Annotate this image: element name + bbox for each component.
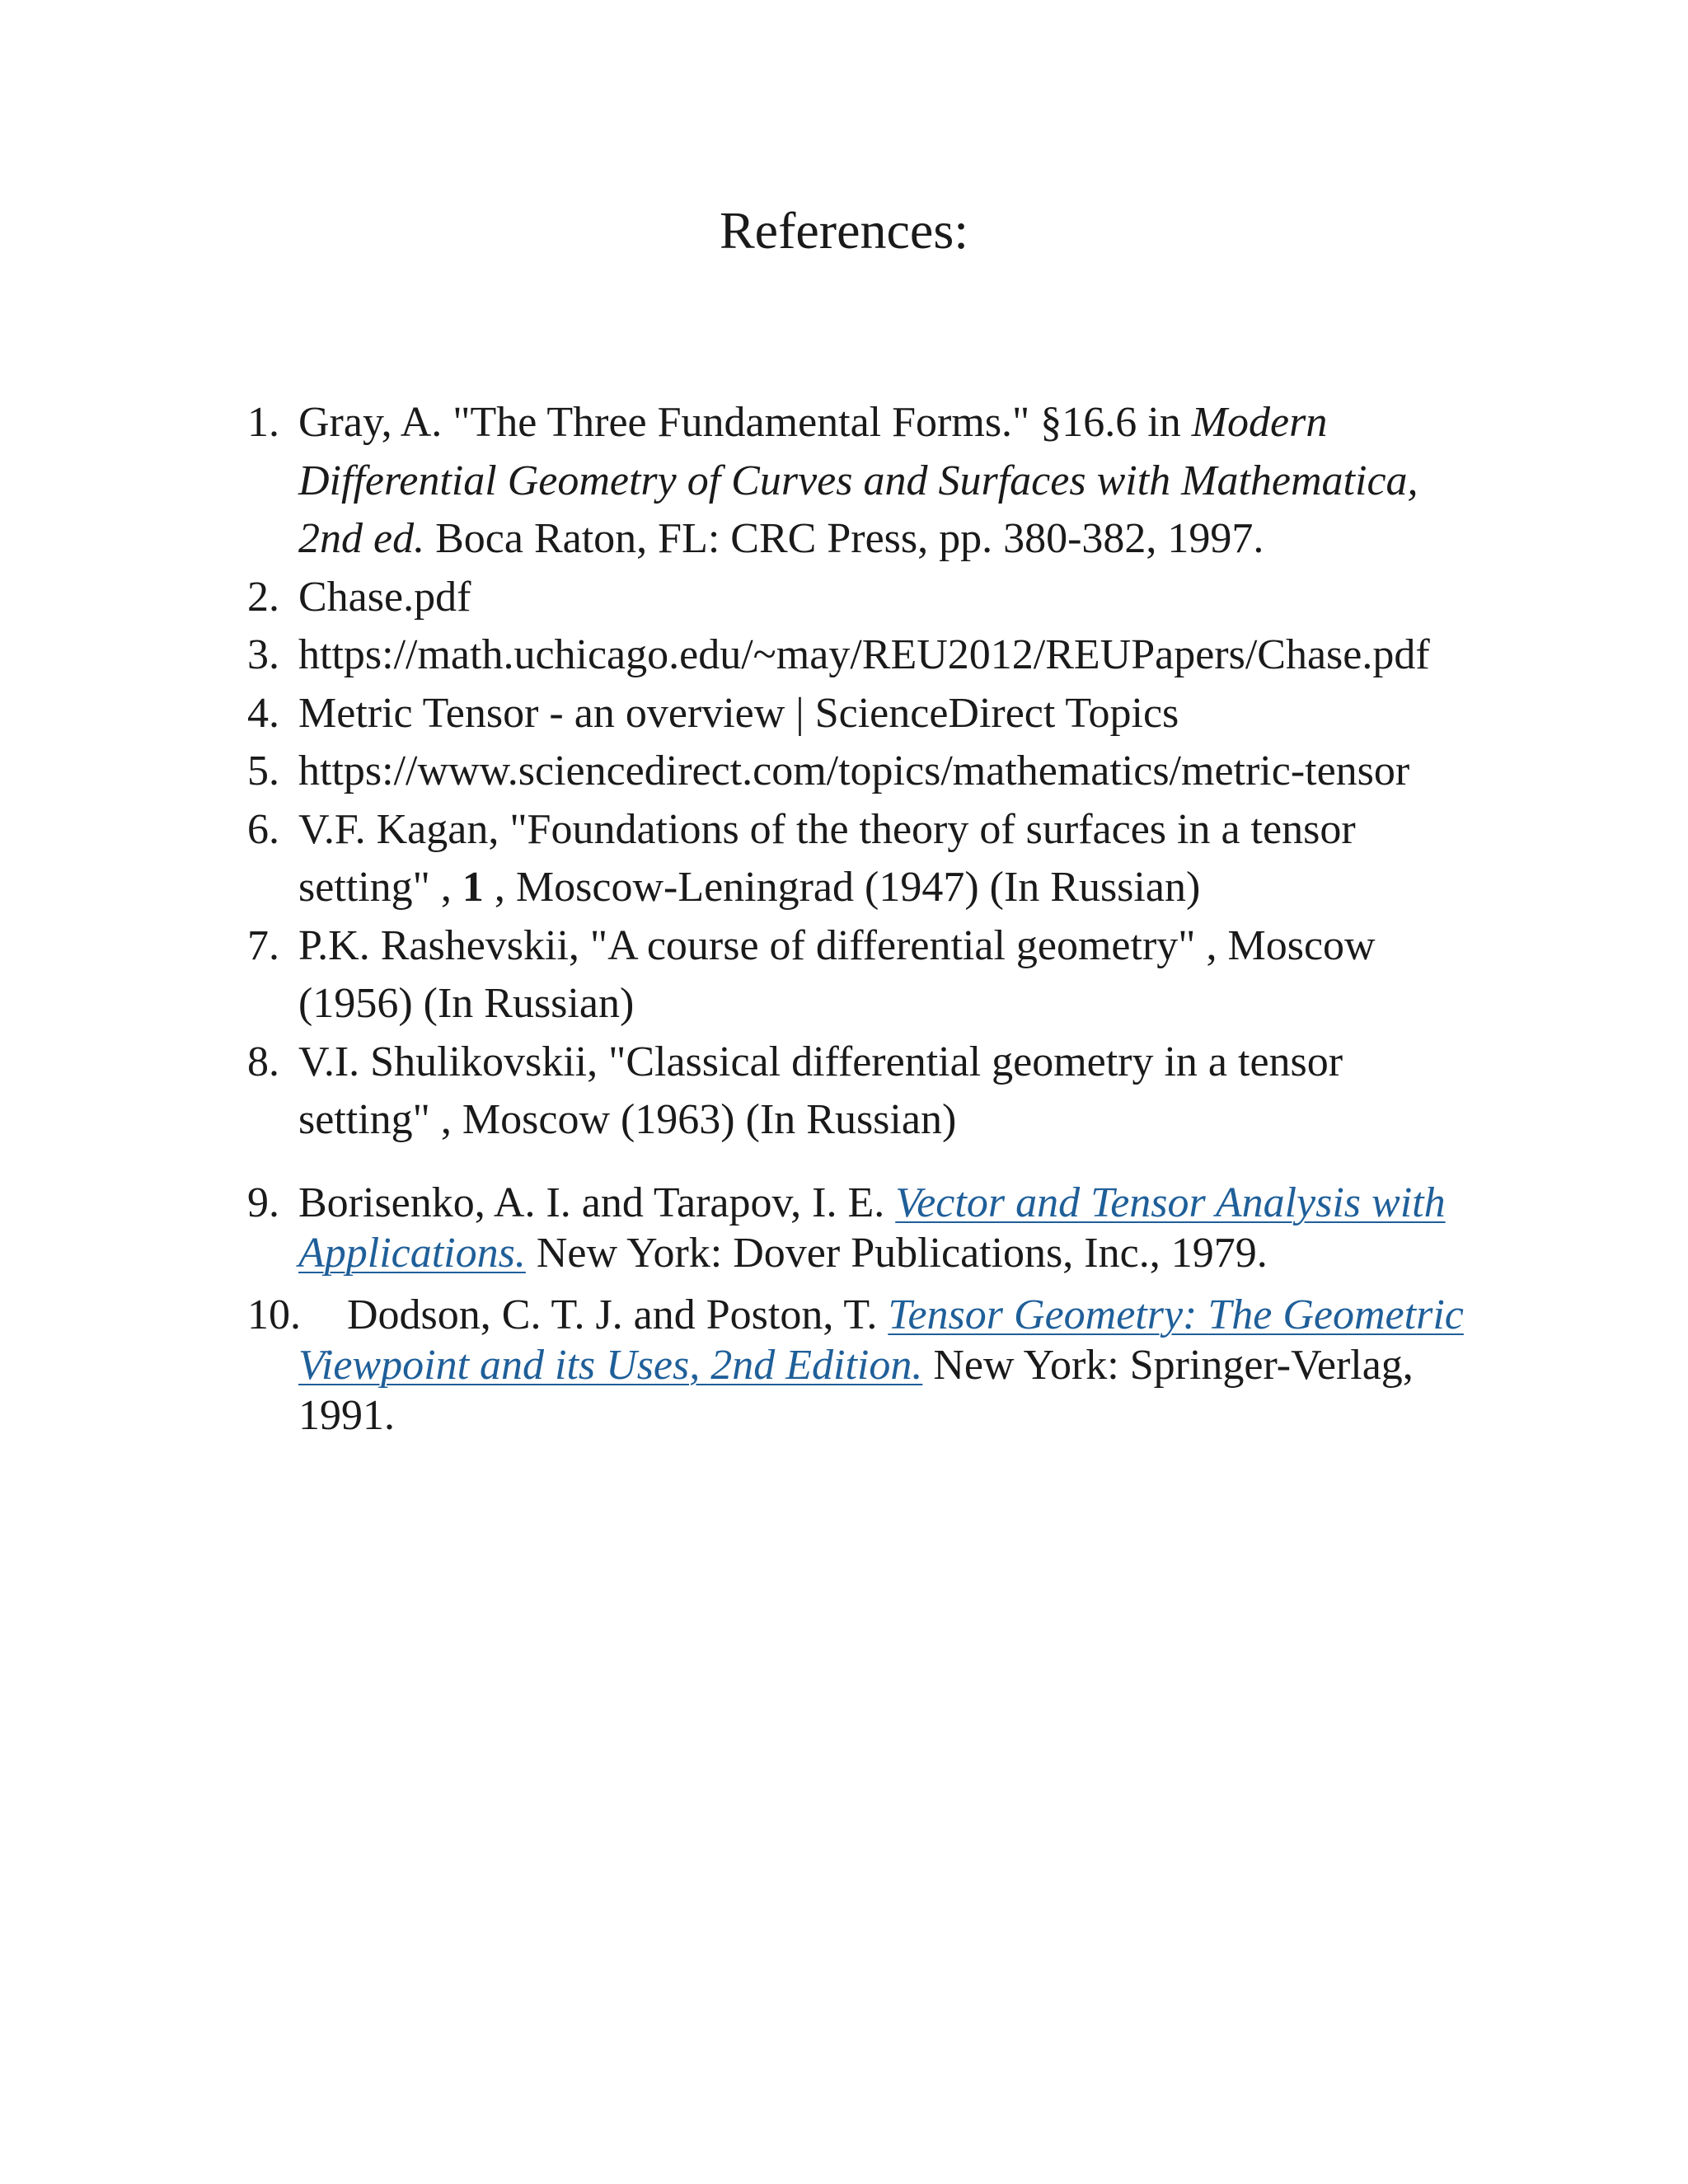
- reference-item-8: [247, 1033, 1484, 1150]
- reference-item-10: [247, 1290, 1484, 1441]
- reference-number: 8.: [247, 1038, 279, 1085]
- reference-text: Metric Tensor - an overview | ScienceDirect Topics: [298, 689, 1179, 737]
- reference-text: V.I. Shulikovskii, "Classical differential geometry in a tensor setting" , Moscow (1963) (In Russian): [298, 1038, 1343, 1143]
- reference-number: 2.: [247, 573, 279, 621]
- reference-text: P.K. Rashevskii, "A course of differential geometry" , Moscow (1956) (In Russian): [298, 921, 1376, 1027]
- reference-link[interactable]: Vector and Tensor Analysis with Applications.: [298, 1179, 1446, 1277]
- reference-number: 10.: [247, 1291, 301, 1338]
- reference-item-9: [247, 1178, 1484, 1278]
- reference-item-3: [247, 626, 1484, 685]
- reference-text: Boca Raton, FL: CRC Press, pp. 380-382, 1997.: [424, 515, 1264, 562]
- reference-text: Borisenko, A. I. and Tarapov, I. E.: [298, 1179, 896, 1226]
- reference-number: 4.: [247, 689, 279, 737]
- reference-item-2: [247, 569, 1484, 627]
- page-title: References:: [719, 201, 969, 260]
- reference-number: 3.: [247, 631, 279, 678]
- reference-text: , Moscow-Leningrad (1947) (In Russian): [483, 864, 1201, 911]
- reference-volume: 1: [462, 864, 484, 911]
- reference-book-title: Modern Differential Geometry of Curves and Surfaces with Mathematica, 2nd ed.: [298, 399, 1418, 562]
- reference-number: 6.: [247, 805, 279, 853]
- reference-text: V.F. Kagan, "Foundations of the theory of surfaces in a tensor setting" ,: [298, 805, 1356, 911]
- reference-link[interactable]: Tensor Geometry: The Geometric Viewpoint and its Uses, 2nd Edition.: [298, 1291, 1464, 1389]
- reference-number: 5.: [247, 748, 279, 794]
- reference-item-1: [247, 394, 1484, 569]
- reference-item-4: [247, 685, 1484, 743]
- reference-number: 9.: [247, 1179, 279, 1226]
- reference-list: [247, 394, 1484, 1441]
- reference-text: https://math.uchicago.edu/~may/REU2012/REUPapers/Chase.pdf: [298, 631, 1430, 678]
- reference-number: 7.: [247, 921, 279, 969]
- reference-text: New York: Dover Publications, Inc., 1979.: [525, 1229, 1268, 1277]
- reference-number: 1.: [247, 399, 279, 446]
- reference-text: Gray, A. "The Three Fundamental Forms." §16.6 in: [298, 399, 1192, 446]
- reference-text: New York: Springer-Verlag, 1991.: [298, 1341, 1414, 1439]
- reference-item-6: [247, 801, 1484, 917]
- reference-item-5: [247, 743, 1484, 801]
- reference-text: Dodson, C. T. J. and Poston, T.: [347, 1291, 889, 1338]
- reference-item-7: [247, 917, 1484, 1033]
- reference-text: Chase.pdf: [298, 573, 471, 621]
- reference-text: https://www.sciencedirect.com/topics/mathematics/metric-tensor: [298, 748, 1410, 794]
